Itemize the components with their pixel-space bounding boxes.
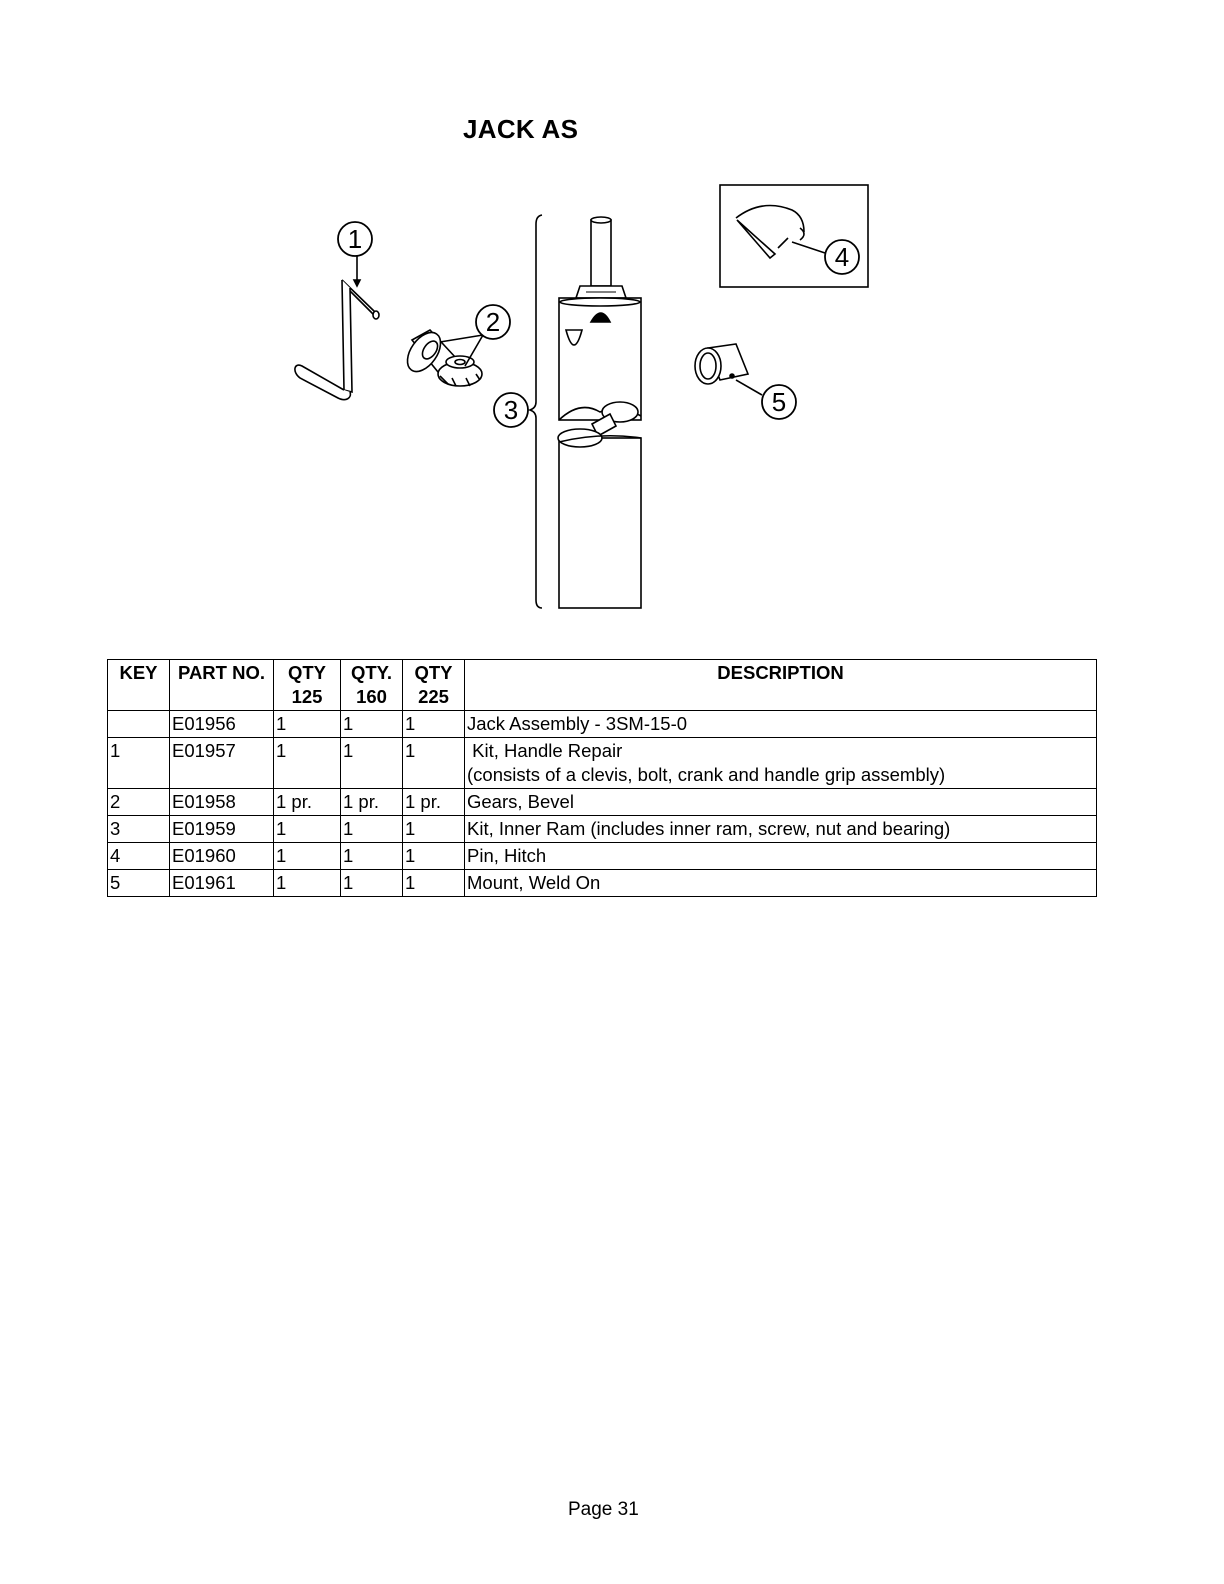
table-row bbox=[108, 816, 1097, 843]
cell-key: 5 bbox=[108, 870, 170, 897]
cell-key: 1 bbox=[108, 738, 170, 789]
cell-qty-125: 1 bbox=[274, 711, 341, 738]
hitch-pin-part bbox=[736, 206, 804, 259]
cell-part-no: E01958 bbox=[170, 789, 274, 816]
cell-part-no: E01959 bbox=[170, 816, 274, 843]
cell-qty-160: 1 pr. bbox=[341, 789, 403, 816]
callout-1: 1 bbox=[347, 224, 363, 254]
header-description: DESCRIPTION bbox=[465, 660, 1097, 711]
table-row bbox=[108, 711, 1097, 738]
cell-key: 4 bbox=[108, 843, 170, 870]
cell-qty-225: 1 pr. bbox=[403, 789, 465, 816]
page-number: Page 31 bbox=[568, 1499, 639, 1520]
header-qty-160: QTY. 160 bbox=[341, 660, 403, 711]
table-row bbox=[108, 870, 1097, 897]
callout-2: 2 bbox=[485, 307, 501, 337]
cell-description: Mount, Weld On bbox=[465, 870, 1097, 897]
cell-description: Pin, Hitch bbox=[465, 843, 1097, 870]
cell-qty-225: 1 bbox=[403, 711, 465, 738]
table-header-row bbox=[108, 660, 1097, 711]
part3-bracket bbox=[530, 215, 542, 608]
jack-assembly-diagram bbox=[280, 180, 880, 620]
cell-part-no: E01956 bbox=[170, 711, 274, 738]
cell-description: Kit, Handle Repair (consists of a clevis, bolt, crank and handle grip assembly) bbox=[465, 738, 1097, 789]
cell-description: Gears, Bevel bbox=[465, 789, 1097, 816]
cell-qty-225: 1 bbox=[403, 816, 465, 843]
cell-key: 2 bbox=[108, 789, 170, 816]
callout-4: 4 bbox=[834, 242, 850, 272]
callout-3: 3 bbox=[503, 395, 519, 425]
cell-qty-225: 1 bbox=[403, 738, 465, 789]
parts-table bbox=[107, 659, 1097, 897]
weld-on-mount-part bbox=[695, 344, 748, 384]
callout-5: 5 bbox=[771, 387, 787, 417]
cell-qty-125: 1 pr. bbox=[274, 789, 341, 816]
cell-key: 3 bbox=[108, 816, 170, 843]
cell-qty-160: 1 bbox=[341, 738, 403, 789]
cell-qty-125: 1 bbox=[274, 816, 341, 843]
inner-ram-part bbox=[558, 217, 641, 608]
cell-qty-160: 1 bbox=[341, 843, 403, 870]
header-part-no: PART NO. bbox=[170, 660, 274, 711]
cell-qty-160: 1 bbox=[341, 870, 403, 897]
cell-qty-160: 1 bbox=[341, 711, 403, 738]
cell-qty-225: 1 bbox=[403, 870, 465, 897]
cell-description: Jack Assembly - 3SM-15-0 bbox=[465, 711, 1097, 738]
cell-part-no: E01957 bbox=[170, 738, 274, 789]
table-row bbox=[108, 789, 1097, 816]
cell-key bbox=[108, 711, 170, 738]
page-title: JACK AS bbox=[463, 114, 579, 144]
header-qty-225: QTY 225 bbox=[403, 660, 465, 711]
crank-handle-part bbox=[295, 280, 379, 400]
header-key: KEY bbox=[108, 660, 170, 711]
cell-qty-125: 1 bbox=[274, 870, 341, 897]
cell-part-no: E01960 bbox=[170, 843, 274, 870]
cell-description: Kit, Inner Ram (includes inner ram, screw, nut and bearing) bbox=[465, 816, 1097, 843]
cell-qty-225: 1 bbox=[403, 843, 465, 870]
table-row bbox=[108, 738, 1097, 789]
cell-qty-125: 1 bbox=[274, 843, 341, 870]
cell-qty-125: 1 bbox=[274, 738, 341, 789]
header-qty-125: QTY 125 bbox=[274, 660, 341, 711]
cell-qty-160: 1 bbox=[341, 816, 403, 843]
table-row bbox=[108, 843, 1097, 870]
cell-part-no: E01961 bbox=[170, 870, 274, 897]
